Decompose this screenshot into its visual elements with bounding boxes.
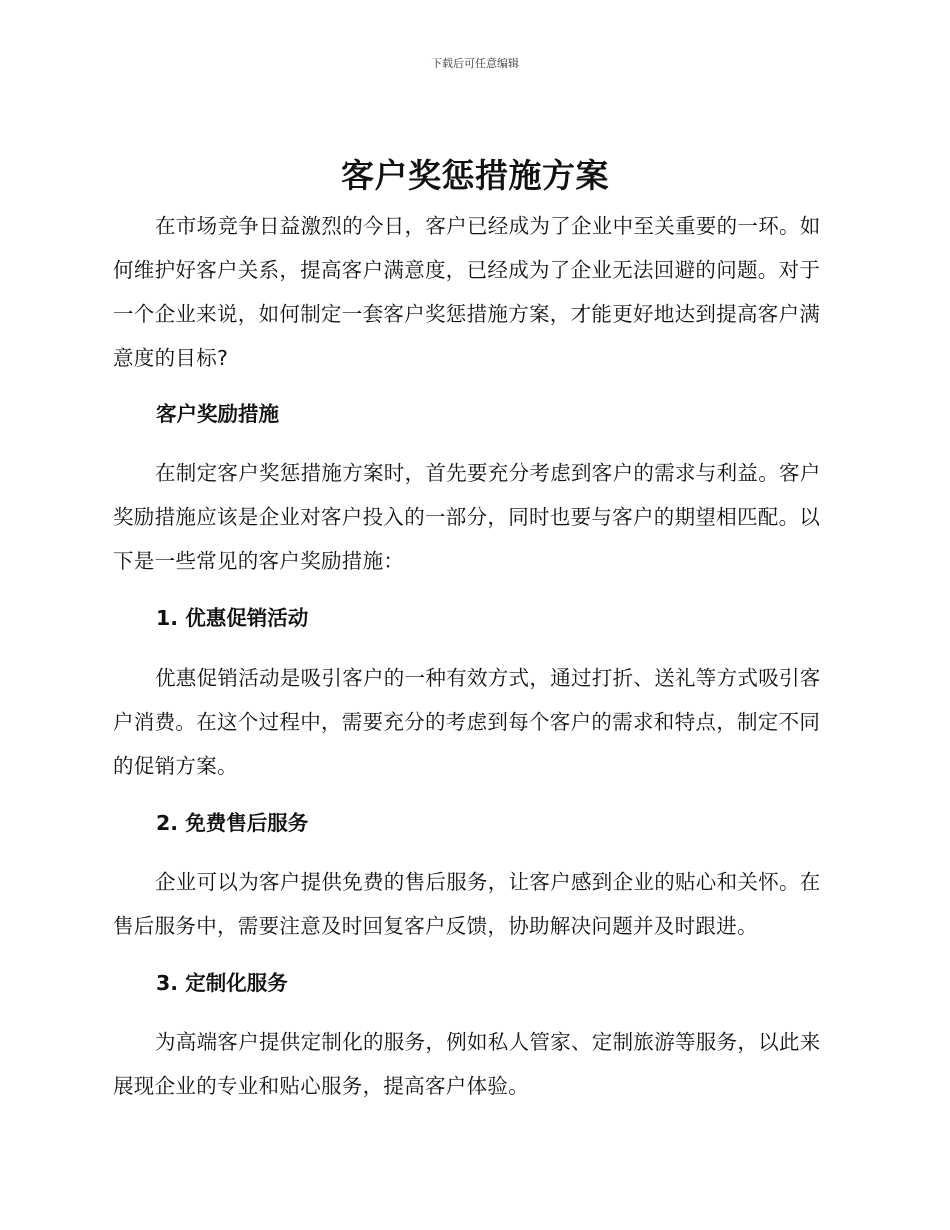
item-heading-promotion: 1. 优惠促销活动 [156,606,309,630]
section-heading-reward: 客户奖励措施 [156,402,279,426]
item-heading-after-sales: 2. 免费售后服务 [156,811,309,835]
section-paragraph-reward: 在制定客户奖惩措施方案时，首先要充分考虑到客户的需求与利益。客户奖励措施应该是企业对客户投入的一部分，同时也要与客户的期望相匹配。以下是一些常见的客户奖励措施： [113,461,821,573]
item-paragraph-after-sales: 企业可以为客户提供免费的售后服务，让客户感到企业的贴心和关怀。在售后服务中，需要注意及时回复客户反馈，协助解决问题并及时跟进。 [113,870,821,938]
intro-paragraph: 在市场竞争日益激烈的今日，客户已经成为了企业中至关重要的一环。如何维护好客户关系，提高客户满意度，已经成为了企业无法回避的问题。对于一个企业来说，如何制定一套客户奖惩措施方案，才能更好地达到提高客户满意度的目标? [113,214,821,370]
item-paragraph-customization: 为高端客户提供定制化的服务，例如私人管家、定制旅游等服务，以此来展现企业的专业和贴心服务，提高客户体验。 [113,1030,821,1098]
document-title: 客户奖惩措施方案 [341,156,609,195]
item-heading-customization: 3. 定制化服务 [156,971,288,995]
item-paragraph-promotion: 优惠促销活动是吸引客户的一种有效方式，通过打折、送礼等方式吸引客户消费。在这个过程中，需要充分的考虑到每个客户的需求和特点，制定不同的促销方案。 [113,666,821,778]
header-note: 下载后可任意编辑 [431,57,519,70]
